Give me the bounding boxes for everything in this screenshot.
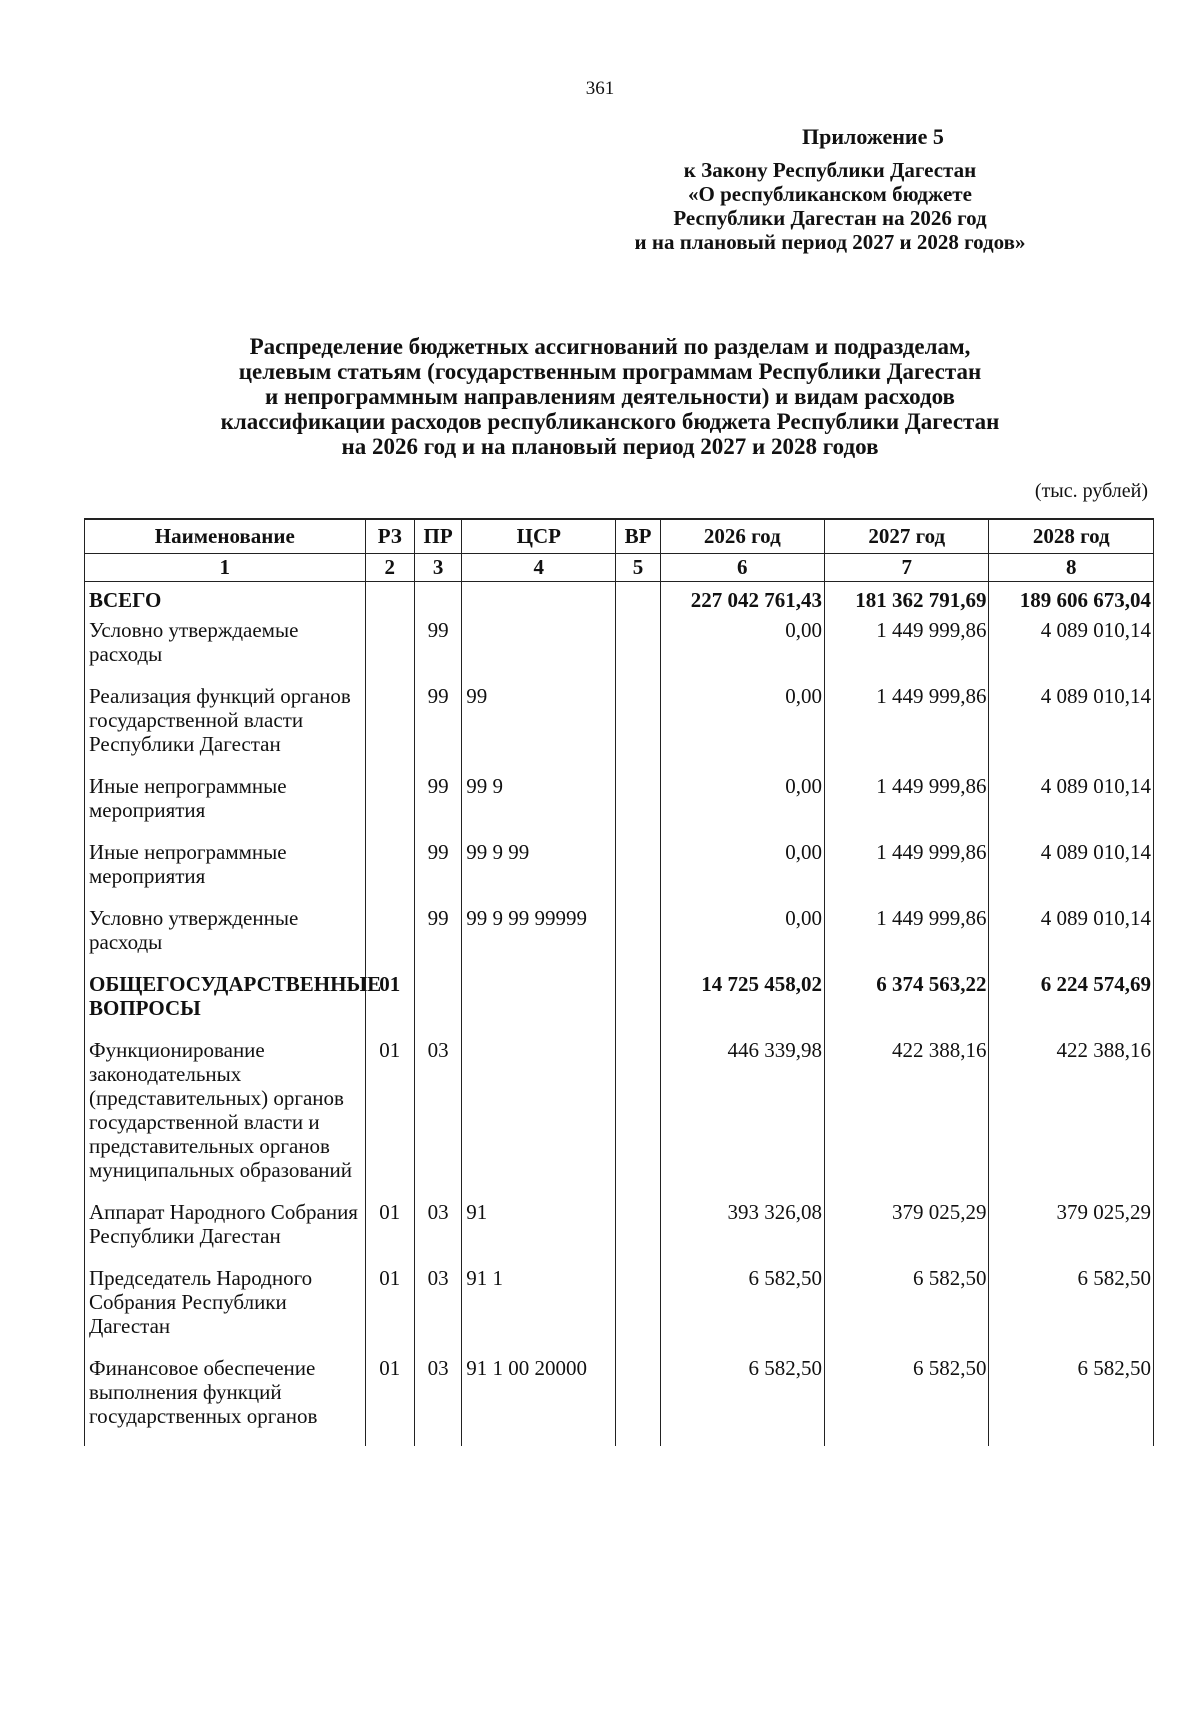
- row-2028: 422 388,16: [989, 1038, 1154, 1200]
- row-2027: 1 449 999,86: [825, 774, 989, 840]
- row-pr: 99: [414, 618, 461, 684]
- row-pr: 03: [414, 1038, 461, 1200]
- page-number: 361: [585, 78, 615, 99]
- row-name: Условно утвержденные расходы: [85, 906, 366, 972]
- row-name: ОБЩЕГОСУДАРСТВЕННЫЕ ВОПРОСЫ: [85, 972, 366, 1038]
- row-2027: 6 582,50: [825, 1266, 989, 1356]
- appendix-title: Приложение 5: [802, 124, 944, 149]
- row-name: Председатель Народного Собрания Республики Дагестан: [85, 1266, 366, 1356]
- column-number: 6: [660, 554, 824, 582]
- units-label: (тыс. рублей): [1034, 480, 1148, 502]
- heading-line: классификации расходов республиканского бюджета Республики Дагестан: [220, 409, 1000, 434]
- row-pr: 99: [414, 840, 461, 906]
- row-pr: 03: [414, 1200, 461, 1266]
- row-2027: 6 582,50: [825, 1356, 989, 1446]
- row-name: Условно утверждаемые расходы: [85, 618, 366, 684]
- appendix-line: Республики Дагестан на 2026 год: [673, 206, 987, 230]
- row-2027: 422 388,16: [825, 1038, 989, 1200]
- row-csr: 99 9: [462, 774, 616, 840]
- row-name: Иные непрограммные мероприятия: [85, 840, 366, 906]
- row-2028: 4 089 010,14: [989, 840, 1154, 906]
- row-2027: 1 449 999,86: [825, 906, 989, 972]
- row-csr: [462, 1038, 616, 1200]
- row-2027: 1 449 999,86: [825, 618, 989, 684]
- table-row: [85, 840, 1154, 906]
- heading-line: на 2026 год и на плановый период 2027 и 2028 годов: [341, 434, 879, 459]
- row-rz: 01: [365, 1356, 414, 1446]
- row-2027: 379 025,29: [825, 1200, 989, 1266]
- row-pr: [414, 582, 461, 619]
- row-2028: 4 089 010,14: [989, 618, 1154, 684]
- row-name: Иные непрограммные мероприятия: [85, 774, 366, 840]
- row-2027: 1 449 999,86: [825, 684, 989, 774]
- table-row: [85, 582, 1154, 619]
- table-body: [85, 582, 1154, 1447]
- row-2026: 14 725 458,02: [660, 972, 824, 1038]
- row-vr: [616, 618, 660, 684]
- row-rz: [365, 582, 414, 619]
- row-2028: 6 224 574,69: [989, 972, 1154, 1038]
- row-pr: [414, 972, 461, 1038]
- row-csr: [462, 618, 616, 684]
- column-number: 8: [989, 554, 1154, 582]
- row-rz: [365, 618, 414, 684]
- row-vr: [616, 1356, 660, 1446]
- row-rz: 01: [365, 1200, 414, 1266]
- row-rz: 01: [365, 1266, 414, 1356]
- row-2028: 189 606 673,04: [989, 582, 1154, 619]
- row-vr: [616, 582, 660, 619]
- table-row: [85, 774, 1154, 840]
- row-2027: 6 374 563,22: [825, 972, 989, 1038]
- row-pr: 99: [414, 906, 461, 972]
- row-2026: 227 042 761,43: [660, 582, 824, 619]
- row-vr: [616, 1038, 660, 1200]
- header-name: Наименование: [85, 519, 366, 554]
- row-vr: [616, 774, 660, 840]
- row-2026: 0,00: [660, 840, 824, 906]
- row-rz: 01: [365, 972, 414, 1038]
- budget-table: [84, 518, 1154, 1446]
- header-2026: 2026 год: [660, 519, 824, 554]
- appendix-line: к Закону Республики Дагестан: [683, 158, 977, 182]
- row-csr: [462, 972, 616, 1038]
- row-pr: 03: [414, 1266, 461, 1356]
- table-row: [85, 1038, 1154, 1200]
- column-number: 7: [825, 554, 989, 582]
- row-2028: 4 089 010,14: [989, 906, 1154, 972]
- row-2026: 6 582,50: [660, 1356, 824, 1446]
- row-vr: [616, 906, 660, 972]
- row-csr: 99 9 99 99999: [462, 906, 616, 972]
- table-row: [85, 906, 1154, 972]
- table-row: [85, 1200, 1154, 1266]
- row-vr: [616, 1266, 660, 1356]
- row-name: Финансовое обеспечение выполнения функций государственных органов: [85, 1356, 366, 1446]
- header-rz: РЗ: [365, 519, 414, 554]
- row-pr: 03: [414, 1356, 461, 1446]
- row-2027: 181 362 791,69: [825, 582, 989, 619]
- column-number: 1: [85, 554, 366, 582]
- row-vr: [616, 840, 660, 906]
- row-2028: 4 089 010,14: [989, 774, 1154, 840]
- row-name: Функционирование законодательных (представительных) органов государственной власти и представительных органов муниципальных образований: [85, 1038, 366, 1200]
- row-csr: [462, 582, 616, 619]
- table-row: [85, 618, 1154, 684]
- row-rz: [365, 774, 414, 840]
- column-number: 5: [616, 554, 660, 582]
- row-2026: 446 339,98: [660, 1038, 824, 1200]
- row-2028: 6 582,50: [989, 1356, 1154, 1446]
- row-name: ВСЕГО: [85, 582, 366, 619]
- table-row: [85, 1356, 1154, 1446]
- row-rz: 01: [365, 1038, 414, 1200]
- row-name: Реализация функций органов государственной власти Республики Дагестан: [85, 684, 366, 774]
- row-2028: 379 025,29: [989, 1200, 1154, 1266]
- row-vr: [616, 1200, 660, 1266]
- row-2026: 0,00: [660, 906, 824, 972]
- row-csr: 91: [462, 1200, 616, 1266]
- row-2026: 6 582,50: [660, 1266, 824, 1356]
- heading-line: и непрограммным направлениям деятельности) и видам расходов: [265, 384, 955, 409]
- table-row: [85, 972, 1154, 1038]
- row-2026: 0,00: [660, 774, 824, 840]
- row-rz: [365, 840, 414, 906]
- column-number: 3: [414, 554, 461, 582]
- header-2028: 2028 год: [989, 519, 1154, 554]
- heading-line: целевым статьям (государственным программам Республики Дагестан: [238, 359, 982, 384]
- row-2028: 6 582,50: [989, 1266, 1154, 1356]
- row-csr: 91 1: [462, 1266, 616, 1356]
- column-number: 4: [462, 554, 616, 582]
- row-2028: 4 089 010,14: [989, 684, 1154, 774]
- row-pr: 99: [414, 684, 461, 774]
- row-csr: 99: [462, 684, 616, 774]
- row-name: Аппарат Народного Собрания Республики Дагестан: [85, 1200, 366, 1266]
- row-2026: 393 326,08: [660, 1200, 824, 1266]
- header-row: [85, 519, 1154, 554]
- table-row: [85, 684, 1154, 774]
- row-csr: 99 9 99: [462, 840, 616, 906]
- row-2027: 1 449 999,86: [825, 840, 989, 906]
- header-csr: ЦСР: [462, 519, 616, 554]
- header-vr: ВР: [616, 519, 660, 554]
- appendix-line: «О республиканском бюджете: [688, 182, 972, 206]
- row-2026: 0,00: [660, 684, 824, 774]
- table-row: [85, 1266, 1154, 1356]
- row-rz: [365, 684, 414, 774]
- heading-line: Распределение бюджетных ассигнований по разделам и подразделам,: [249, 334, 971, 359]
- header-pr: ПР: [414, 519, 461, 554]
- row-pr: 99: [414, 774, 461, 840]
- document-heading: [150, 334, 1070, 459]
- row-vr: [616, 684, 660, 774]
- row-rz: [365, 906, 414, 972]
- column-number-row: [85, 554, 1154, 582]
- row-csr: 91 1 00 20000: [462, 1356, 616, 1446]
- row-2026: 0,00: [660, 618, 824, 684]
- column-number: 2: [365, 554, 414, 582]
- row-vr: [616, 972, 660, 1038]
- appendix-line: и на плановый период 2027 и 2028 годов»: [634, 230, 1026, 254]
- header-2027: 2027 год: [825, 519, 989, 554]
